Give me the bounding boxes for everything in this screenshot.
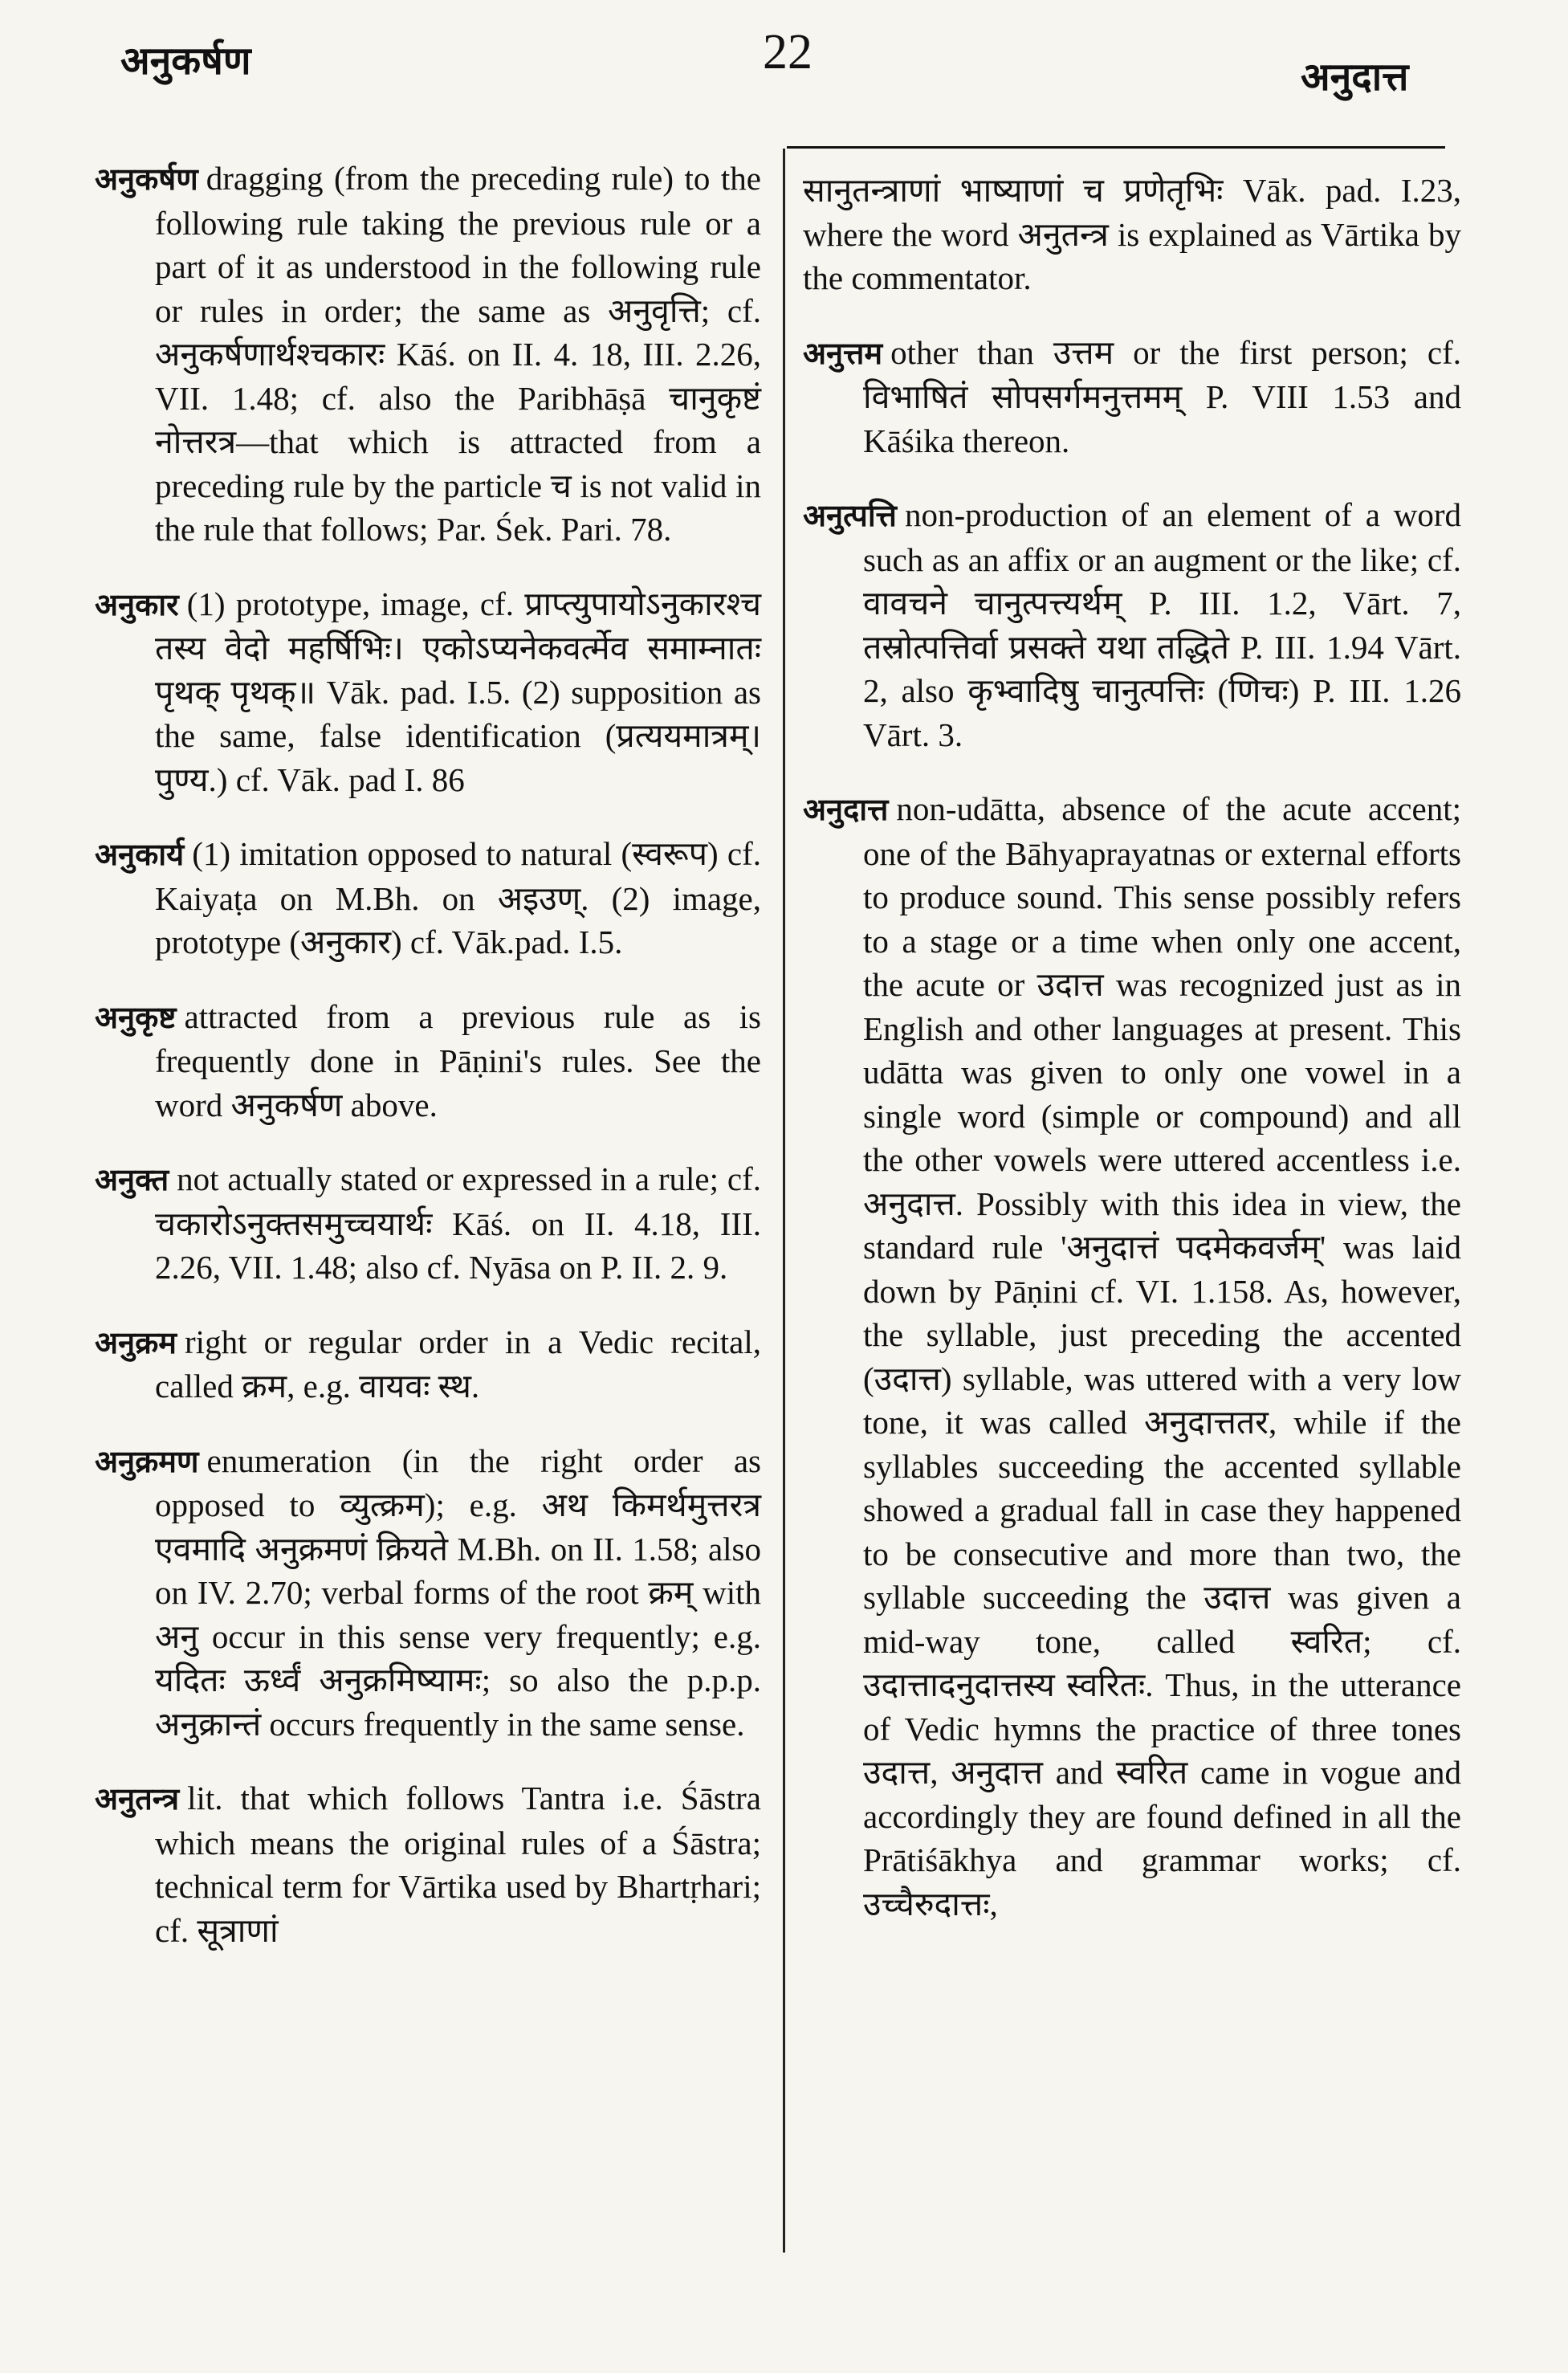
entry-headword: अनुत्पत्ति: [803, 498, 897, 533]
entry-text: other than उत्तम or the first person; cf. विभाषितं सोपसर्गमनुत्तमम् P. VIII 1.53 and Kāśika thereon.: [863, 333, 1461, 459]
entry-text: not actually stated or expressed in a rule; cf. चकारोऽनुक्तसमुच्चयार्थः Kāś. on II. 4.18, III. 2.26, VII. 1.48; also cf. Nyāsa on P. II. 2. 9.: [155, 1160, 761, 1286]
dictionary-entry: [95, 582, 761, 802]
dictionary-entry: [803, 331, 1461, 463]
entry-text: enumeration (in the right order as opposed to व्युत्क्रम); e.g. अथ किमर्थमुत्तरत्र एवमादि अनुक्रमणं क्रियते M.Bh. on II. 1.58; also on IV. 2.70; verbal forms of the root क्रम् with अनु occur in this sense very frequently; e.g. यदितः ऊर्ध्वं अनुक्रमिष्यामः; so also the p.p.p. अनुक्रान्तं occurs frequently in the same sense.: [155, 1441, 761, 1743]
entry-headword: अनुक्रम: [95, 1324, 177, 1360]
dictionary-entry: [95, 995, 761, 1127]
dictionary-entry: [95, 1157, 761, 1290]
left-column: [95, 157, 761, 1983]
running-head-left: अनुकर्षण: [120, 39, 251, 84]
entry-text: attracted from a previous rule as is frequently done in Pāṇini's rules. See the word अनुकर्षण above.: [155, 997, 761, 1123]
entry-headword: अनुकर्षण: [95, 161, 198, 197]
dictionary-entry: [95, 157, 761, 552]
dictionary-entry: [95, 832, 761, 964]
page-number: 22: [763, 25, 813, 80]
entry-headword: अनुक्त: [95, 1162, 169, 1197]
dictionary-entry: [803, 787, 1461, 1926]
entry-headword: अनुकार: [95, 586, 179, 622]
running-head-right: अनुदात्त: [1301, 55, 1409, 100]
entry-continuation: [803, 169, 1461, 300]
entry-text: non-production of an element of a word such as an affix or an augment or the like; cf. वावचने चानुत्पत्त्यर्थम् P. III. 1.2, Vārt. 7, तस्रोत्पत्तिर्वा प्रसक्ते यथा तद्धिते P. III. 1.94 Vārt. 2, also कृभ्वादिषु चानुत्पत्तिः (णिचः) P. III. 1.26 Vārt. 3.: [863, 496, 1461, 753]
dictionary-entry: [95, 1439, 761, 1747]
dictionary-entry: [95, 1776, 761, 1952]
right-column: [803, 169, 1461, 1956]
header-rule: [787, 146, 1445, 149]
entry-headword: अनुकार्य: [95, 837, 185, 872]
entry-text: सानुतन्त्राणां भाष्याणां च प्रणेतृभिः Vāk. pad. I.23, where the word अनुतन्त्र is explained as Vārtika by the commentator.: [803, 172, 1461, 296]
entry-text: (1) imitation opposed to natural (स्वरूप) cf. Kaiyaṭa on M.Bh. on अइउण्. (2) image, prototype (अनुकार) cf. Vāk.pad. I.5.: [155, 835, 761, 960]
entry-headword: अनुदात्त: [803, 792, 889, 827]
entry-text: lit. that which follows Tantra i.e. Śāstra which means the original rules of a Śāstra; technical term for Vārtika used by Bhartṛhari; cf. सूत्राणां: [155, 1780, 761, 1949]
entry-headword: अनुकृष्ट: [95, 999, 177, 1035]
column-divider: [783, 149, 785, 2253]
entry-headword: अनुतन्त्र: [95, 1781, 180, 1816]
entry-text: non-udātta, absence of the acute accent; one of the Bāhyaprayatnas or external efforts to produce sound. This sense possibly refers to a stage or a time when only one accent, the acute or उदात्त was recognized just as in English and other languages at present. This udātta was given to only one vowel in a single word (simple or compound) and all the other vowels were uttered accentless i.e. अनुदात्त. Possibly with this idea in view, the standard rule 'अनुदात्तं पदमेकवर्जम्' was laid down by Pāṇini cf. VI. 1.158. As, however, the syllable, just preceding the accented (उदात्त) syllable, was uttered with a very low tone, it was called अनुदात्ततर, while if the syllables succeeding the accented syllable showed a gradual fall in case they happened to be consecutive and more than two, the syllable succeeding the उदात्त was given a mid-way tone, called स्वरित; cf. उदात्तादनुदात्तस्य स्वरितः. Thus, in the utterance of Vedic hymns the practice of three tones उदात्त, अनुदात्त and स्वरित came in vogue and accordingly they are found defined in all the Prātiśākhya and grammar works; cf. उच्चैरुदात्तः,: [863, 790, 1461, 1922]
page-header: [0, 0, 1568, 137]
entry-text: dragging (from the preceding rule) to the following rule taking the previous rule or a part of it as understood in the following rule or rules in order; the same as अनुवृत्ति; cf. अनुकर्षणार्थश्चकारः Kāś. on II. 4. 18, III. 2.26, VII. 1.48; cf. also the Paribhāṣā चानुकृष्टं नोत्तरत्र—that which is attracted from a preceding rule by the particle च is not valid in the rule that follows; Par. Śek. Pari. 78.: [155, 160, 761, 548]
entry-headword: अनुत्तम: [803, 335, 883, 371]
dictionary-entry: [95, 1320, 761, 1409]
entry-headword: अनुक्रमण: [95, 1443, 199, 1479]
entry-text: right or regular order in a Vedic recital, called क्रम, e.g. वायवः स्थ.: [155, 1323, 761, 1405]
entry-text: (1) prototype, image, cf. प्राप्त्युपायोऽनुकारश्च तस्य वेदो महर्षिभिः। एकोऽप्यनेकवर्त्मेव समाम्नातः पृथक् पृथक्॥ Vāk. pad. I.5. (2) supposition as the same, false identification (प्रत्ययमात्रम्। पुण्य.) cf. Vāk. pad I. 86: [155, 585, 761, 798]
dictionary-entry: [803, 493, 1461, 756]
